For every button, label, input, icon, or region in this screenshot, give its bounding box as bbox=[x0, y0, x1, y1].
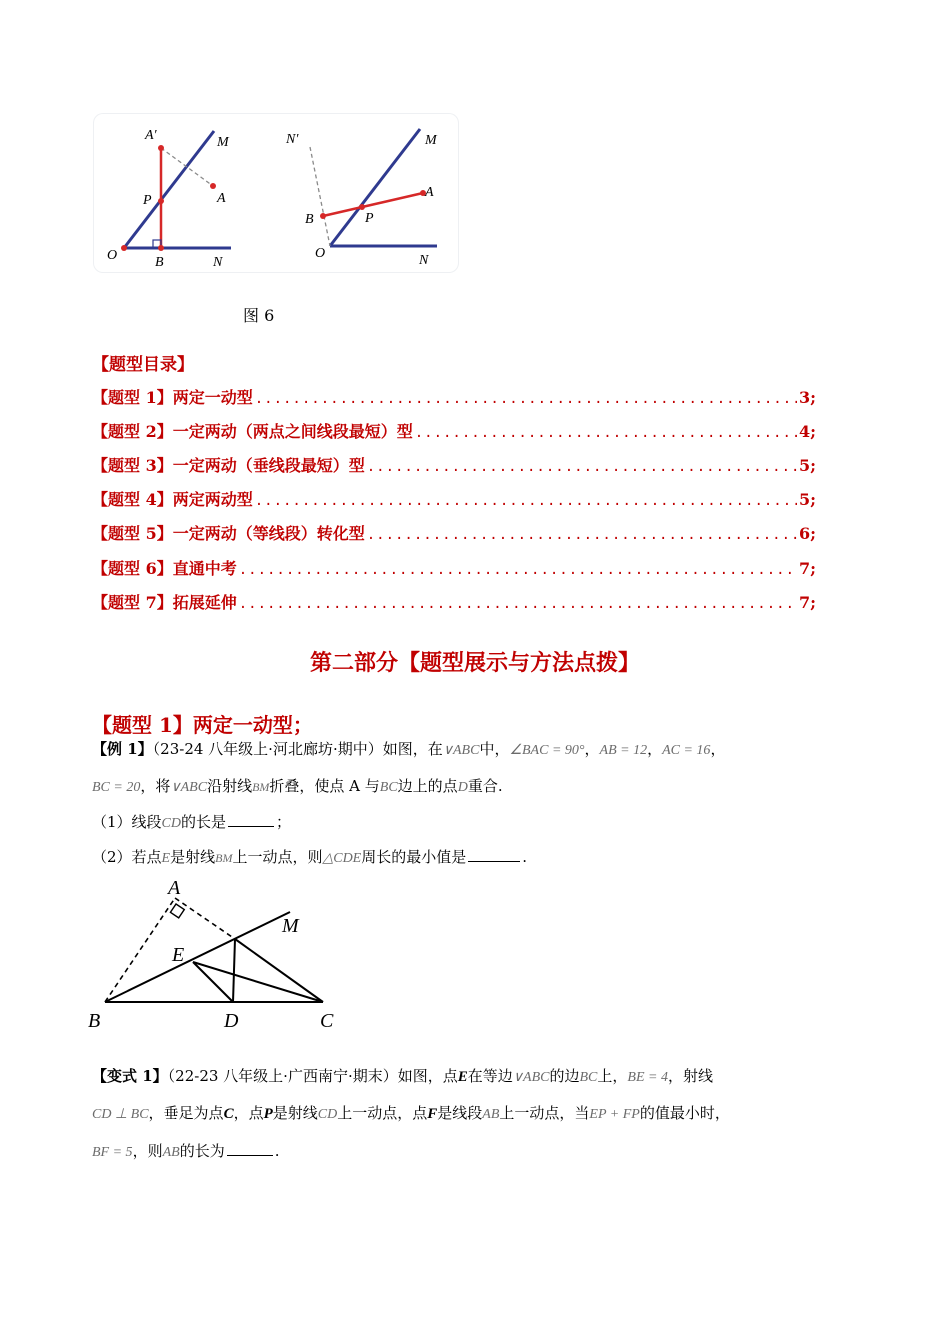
toc-item[interactable] bbox=[92, 385, 816, 409]
label-aprime: A′ bbox=[145, 128, 157, 143]
point-a bbox=[210, 183, 216, 189]
math-ac: AC = 16 bbox=[662, 743, 711, 758]
text: ， bbox=[647, 740, 663, 758]
math-e: E bbox=[161, 851, 171, 866]
point-aprime bbox=[158, 145, 164, 151]
figure-caption: 图 6 bbox=[243, 306, 275, 325]
text: 的边 bbox=[549, 1067, 580, 1085]
math-ab: AB bbox=[482, 1107, 500, 1122]
label-a-2: A bbox=[425, 185, 434, 200]
ray-om bbox=[124, 131, 214, 248]
toc-item[interactable] bbox=[92, 556, 816, 580]
label-b-2: B bbox=[305, 212, 314, 227]
figure-6-drawing bbox=[93, 113, 459, 273]
part-heading: 第二部分【题型展示与方法点拨】 bbox=[309, 650, 640, 676]
toc-item-label: 【题型 1】两定一动型 bbox=[92, 388, 253, 407]
answer-blank[interactable] bbox=[468, 847, 520, 862]
label-c: C bbox=[320, 1010, 334, 1032]
text: 重合. bbox=[467, 777, 503, 795]
toc-leader bbox=[255, 493, 797, 509]
math-bc: BC bbox=[379, 780, 398, 795]
math-f: F bbox=[427, 1106, 438, 1122]
text: ，将 bbox=[140, 777, 171, 795]
toc-item[interactable] bbox=[92, 453, 816, 477]
toc-item-page: 3; bbox=[798, 388, 816, 407]
variant1-line2 bbox=[92, 1102, 730, 1123]
label-m: M bbox=[282, 915, 299, 937]
toc-item[interactable] bbox=[92, 487, 816, 511]
text: ，则 bbox=[132, 1142, 163, 1160]
example1-tag: 【例 1】 bbox=[92, 740, 153, 758]
example1-line2 bbox=[92, 775, 503, 796]
example1-source: （23-24 八年级上·河北廊坊·期中）如图，在 bbox=[152, 740, 443, 758]
label-o-2: O bbox=[315, 246, 326, 261]
math-cd: CD bbox=[317, 1107, 338, 1122]
math-bm: BM bbox=[252, 780, 270, 794]
point-p bbox=[158, 198, 164, 204]
text: ， bbox=[710, 740, 726, 758]
toc-leader bbox=[255, 391, 797, 407]
math-bc: BC = 20 bbox=[92, 780, 141, 795]
dashed-a-fold bbox=[175, 898, 235, 939]
toc-item-page: 5; bbox=[798, 490, 816, 509]
label-nprime: N′ bbox=[286, 132, 299, 147]
math-p: P bbox=[263, 1106, 273, 1122]
label-p: P bbox=[143, 193, 152, 208]
segment-fold-d bbox=[233, 939, 235, 1002]
toc-item[interactable] bbox=[92, 590, 816, 614]
text: 边上的点 bbox=[397, 777, 458, 795]
example1-q1 bbox=[92, 811, 291, 832]
math-be: BE = 4 bbox=[627, 1070, 668, 1085]
ray-bm bbox=[105, 912, 290, 1002]
text: 中， bbox=[479, 740, 510, 758]
toc-item-page: 4; bbox=[798, 422, 816, 441]
math-d: D bbox=[457, 780, 468, 795]
answer-blank[interactable] bbox=[227, 1141, 273, 1156]
toc-item[interactable] bbox=[92, 521, 816, 545]
toc-item-page: 7; bbox=[798, 559, 816, 578]
figure-6 bbox=[93, 113, 459, 273]
text: 在等边 bbox=[467, 1067, 513, 1085]
answer-blank[interactable] bbox=[228, 812, 274, 827]
text: ，射线 bbox=[667, 1067, 713, 1085]
toc-leader bbox=[367, 459, 797, 475]
math-cd-perp: CD ⊥ BC bbox=[92, 1107, 149, 1122]
label-m-2: M bbox=[425, 133, 437, 148]
label-e: E bbox=[172, 944, 185, 966]
math-cde: △CDE bbox=[322, 851, 362, 866]
label-b: B bbox=[155, 255, 164, 270]
label-d: D bbox=[224, 1010, 239, 1032]
text: 沿射线 bbox=[207, 777, 253, 795]
text: 上一动点，当 bbox=[499, 1104, 590, 1122]
text: . bbox=[522, 848, 528, 866]
text: ； bbox=[276, 813, 292, 831]
text: 的长是 bbox=[181, 813, 227, 831]
example1-q2 bbox=[92, 846, 527, 867]
text: （1）线段 bbox=[92, 813, 162, 831]
text: ， bbox=[584, 740, 600, 758]
math-bm: BM bbox=[215, 851, 233, 865]
label-a: A bbox=[217, 191, 226, 206]
text: ，垂足为点 bbox=[148, 1104, 224, 1122]
text: 上一动点，点 bbox=[337, 1104, 428, 1122]
point-b-2 bbox=[320, 213, 326, 219]
math-sum: EP + FP bbox=[589, 1107, 640, 1122]
section-heading: 【题型 1】两定一动型； bbox=[92, 713, 313, 737]
toc-item-page: 5; bbox=[798, 456, 816, 475]
toc-leader bbox=[367, 527, 797, 543]
dashed-ab bbox=[105, 898, 175, 1002]
math-bc: BC bbox=[579, 1070, 598, 1085]
label-b: B bbox=[88, 1010, 101, 1032]
right-angle-mark bbox=[170, 904, 184, 918]
toc-leader bbox=[239, 596, 797, 612]
text: 周长的最小值是 bbox=[361, 848, 467, 866]
example1-figure bbox=[80, 874, 360, 1038]
math-tri: ∨ABC bbox=[170, 780, 208, 795]
text: . bbox=[274, 1142, 280, 1160]
example1-line1 bbox=[92, 738, 725, 759]
label-m: M bbox=[217, 135, 229, 150]
text: 折叠，使点 A 与 bbox=[269, 777, 380, 795]
toc-item-label: 【题型 7】拓展延伸 bbox=[92, 593, 237, 612]
toc-item[interactable] bbox=[92, 419, 816, 443]
variant1-line1 bbox=[92, 1065, 713, 1086]
math-tri: ∨ABC bbox=[512, 1070, 550, 1085]
toc-item-label: 【题型 3】一定两动（垂线段最短）型 bbox=[92, 456, 365, 475]
text: 是射线 bbox=[170, 848, 216, 866]
dashed-nprime-o bbox=[310, 147, 330, 246]
math-bf: BF = 5 bbox=[92, 1145, 133, 1160]
variant1-source: （22-23 八年级上·广西南宁·期末）如图，点 bbox=[167, 1067, 458, 1085]
label-n-2: N bbox=[419, 253, 429, 268]
toc-item-label: 【题型 2】一定两动（两点之间线段最短）型 bbox=[92, 422, 413, 441]
math-cd: CD bbox=[161, 816, 181, 831]
ray-om-2 bbox=[330, 129, 420, 246]
text: 上， bbox=[597, 1067, 628, 1085]
text: ，点 bbox=[233, 1104, 264, 1122]
toc-item-label: 【题型 6】直通中考 bbox=[92, 559, 237, 578]
text: 是线段 bbox=[437, 1104, 483, 1122]
point-o bbox=[121, 245, 127, 251]
text: 是射线 bbox=[272, 1104, 318, 1122]
math-c: C bbox=[223, 1106, 234, 1122]
math-angle: ∠BAC = 90° bbox=[509, 743, 585, 758]
text: 的长为 bbox=[179, 1142, 225, 1160]
variant1-tag: 【变式 1】 bbox=[92, 1067, 168, 1085]
toc-leader bbox=[239, 562, 797, 578]
point-b bbox=[158, 245, 164, 251]
math-e: E bbox=[457, 1069, 468, 1085]
math-ab: AB bbox=[162, 1145, 180, 1160]
toc-title: 【题型目录】 bbox=[92, 355, 194, 375]
text: 上一动点，则 bbox=[232, 848, 323, 866]
label-p-2: P bbox=[365, 211, 374, 226]
math-tri: ∨ABC bbox=[442, 743, 480, 758]
segment-fold-c bbox=[235, 939, 323, 1002]
point-p-2 bbox=[359, 204, 365, 210]
text: 的值最小时， bbox=[639, 1104, 730, 1122]
label-o: O bbox=[107, 248, 118, 263]
toc-item-label: 【题型 4】两定两动型 bbox=[92, 490, 253, 509]
toc-leader bbox=[415, 425, 797, 441]
toc-item-page: 7; bbox=[798, 593, 816, 612]
label-n: N bbox=[213, 255, 223, 270]
math-ab: AB = 12 bbox=[599, 743, 648, 758]
label-a: A bbox=[168, 877, 181, 899]
toc-item-label: 【题型 5】一定两动（等线段）转化型 bbox=[92, 524, 365, 543]
toc-item-page: 6; bbox=[798, 524, 816, 543]
text: （2）若点 bbox=[92, 848, 162, 866]
variant1-line3 bbox=[92, 1140, 279, 1161]
